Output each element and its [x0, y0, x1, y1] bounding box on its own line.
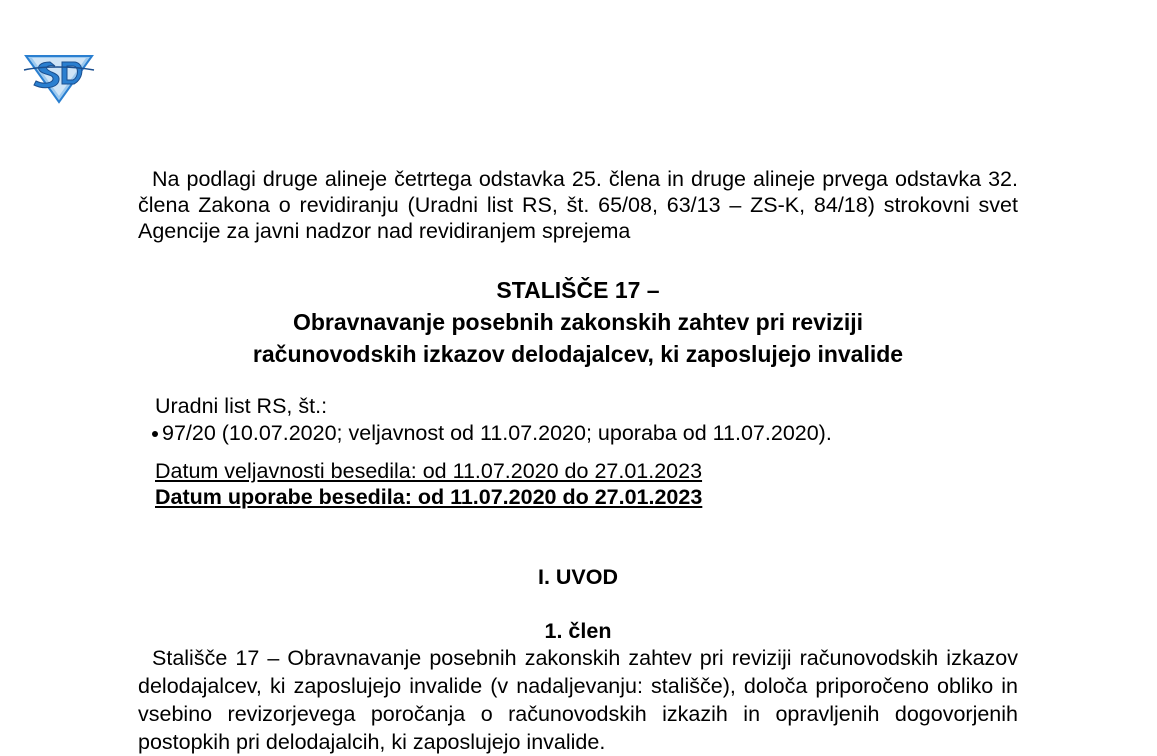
- gazette-item: [155, 420, 1018, 447]
- title-line-3: računovodskih izkazov delodajalcev, ki zaposlujejo invalide: [252, 341, 904, 367]
- section-title: I. UVOD: [537, 565, 619, 589]
- application-date: Datum uporabe besedila: od 11.07.2020 do 27.01.2023: [155, 485, 703, 509]
- validity-dates: [138, 458, 1018, 510]
- title-line-1: STALIŠČE 17 –: [496, 277, 660, 303]
- sd-logo-icon: [22, 48, 96, 104]
- official-gazette-info: [138, 393, 1018, 447]
- title-line-2: Obravnavanje posebnih zakonskih zahtev pri reviziji: [292, 309, 864, 335]
- document-body: [138, 166, 1018, 756]
- bullet-icon: [152, 431, 158, 437]
- validity-date: Datum veljavnosti besedila: od 11.07.2020 do 27.01.2023: [155, 459, 703, 483]
- article-title: 1. člen: [544, 619, 612, 643]
- gazette-item-text: 97/20 (10.07.2020; veljavnost od 11.07.2020; uporaba od 11.07.2020).: [162, 421, 832, 445]
- article-text: Stališče 17 – Obravnavanje posebnih zakonskih zahtev pri reviziji računovodskih izkazov delodajalcev, ki zaposlujejo invalide (v nadaljevanju: stališče), določa priporočeno obliko in vsebino revizorjevega poročanja o računovodskih izkazih in opravljenih dogovorjenih postopkih pri delodajalcih, ki zaposlujejo invalide.: [138, 646, 1018, 754]
- document-title: [138, 274, 1018, 370]
- gazette-label: Uradni list RS, št.:: [155, 394, 328, 418]
- intro-paragraph: Na podlagi druge alineje četrtega odstavka 25. člena in druge alineje prvega odstavka 32. člena Zakona o revidiranju (Uradni list RS, št. 65/08, 63/13 – ZS-K, 84/18) strokovni svet Agencije za javni nadzor nad revidiranjem sprejema: [138, 167, 1018, 243]
